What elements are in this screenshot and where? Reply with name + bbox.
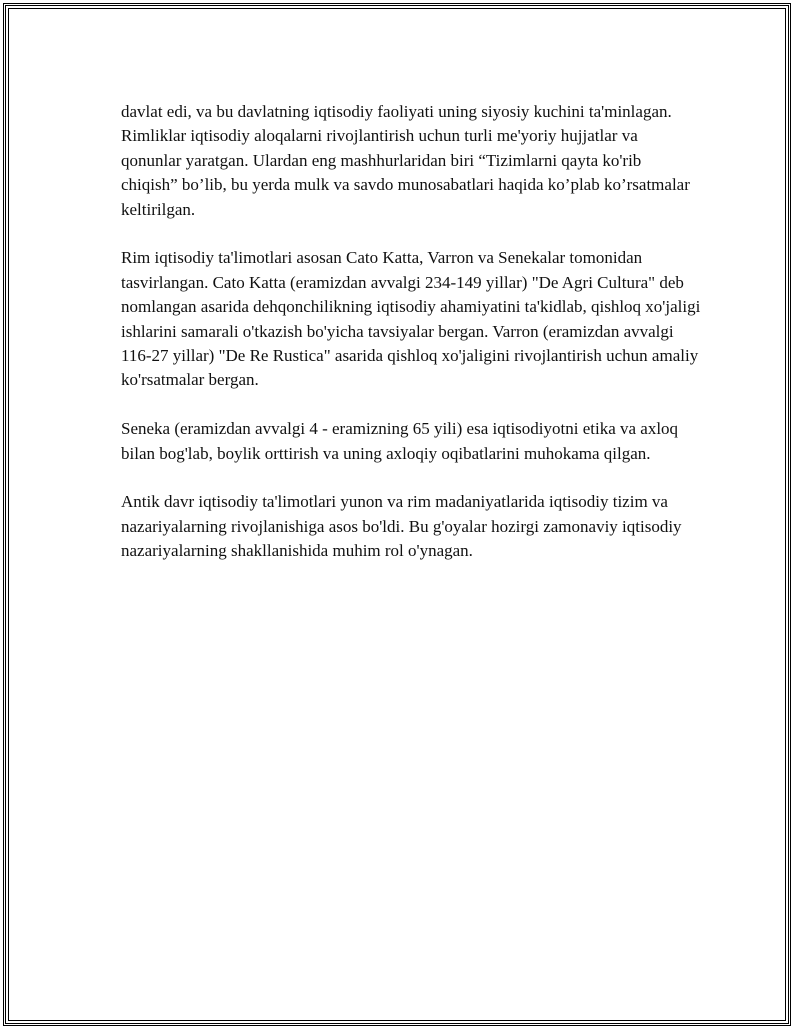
paragraph-4: Antik davr iqtisodiy ta'limotlari yunon va rim madaniyatlarida iqtisodiy tizim va nazariyalarning rivojlanishiga asos bo'ldi. Bu g'oyalar hozirgi zamonaviy iqtisodiy nazariyalarning shakllanishida muhim rol o'ynagan. <box>121 492 682 561</box>
paragraph-3: Seneka (eramizdan avvalgi 4 - eramizning 65 yili) esa iqtisodiyotni etika va axloq bilan bog'lab, boylik orttirish va uning axloqiy oqibatlarini muhokama qilgan. <box>121 419 679 463</box>
document-body <box>121 100 701 588</box>
paragraph-1: davlat edi, va bu davlatning iqtisodiy faoliyati uning siyosiy kuchini ta'minlagan. Rimliklar iqtisodiy aloqalarni rivojlantirish uchun turli me'yoriy hujjatlar va qonunlar yaratgan. Ulardan eng mashhurlaridan biri “Tizimlarni qayta ko'rib chiqish” bo’lib, bu yerda mulk va savdo munosabatlari haqida ko’plab ko’rsatmalar keltirilgan. <box>121 102 690 219</box>
paragraph-2: Rim iqtisodiy ta'limotlari asosan Cato Katta, Varron va Senekalar tomonidan tasvirlangan. Cato Katta (eramizdan avvalgi 234-149 yillar) "De Agri Cultura" deb nomlangan asarida dehqonchilikning iqtisodiy ahamiyatini ta'kidlab, qishloq xo'jaligi ishlarini samarali o'tkazish bo'yicha tavsiyalar bergan. Varron (eramizdan avvalgi 116-27 yillar) "De Re Rustica" asarida qishloq xo'jaligini rivojlantirish uchun amaliy ko'rsatmalar bergan. <box>121 248 701 390</box>
page-border <box>3 3 791 1026</box>
